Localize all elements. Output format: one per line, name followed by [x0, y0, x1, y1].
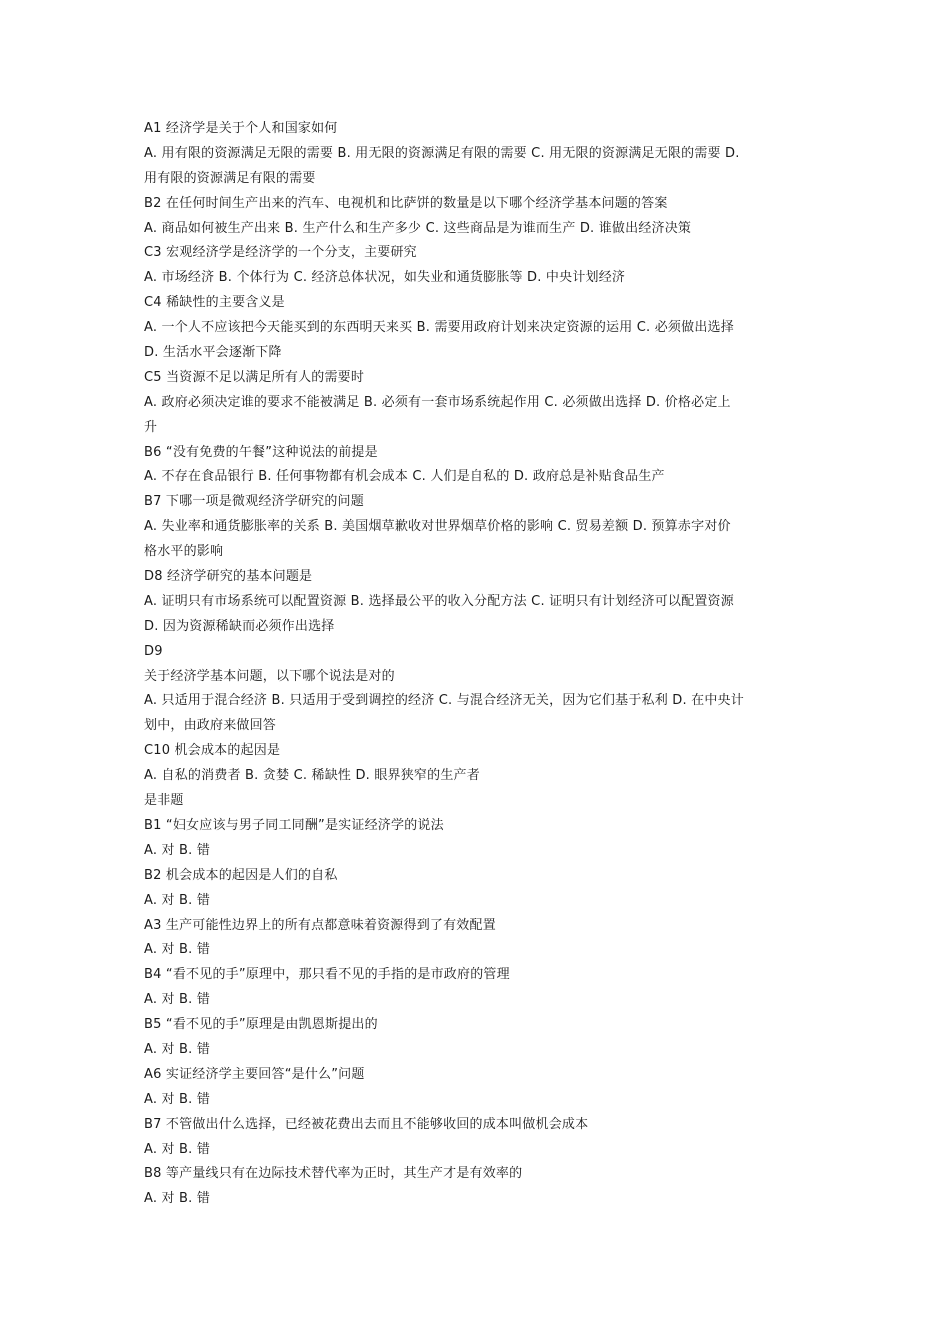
text-line: A. 对 B. 错 — [144, 1141, 211, 1157]
text-line: A. 对 B. 错 — [144, 942, 211, 958]
text-line: A. 商品如何被生产出来 B. 生产什么和生产多少 C. 这些商品是为谁而生产 D. 谁做出经济决策 — [144, 220, 692, 236]
text-line: A. 对 B. 错 — [144, 992, 211, 1008]
text-line: B1 “妇女应该与男子同工同酬”是实证经济学的说法 — [144, 817, 444, 833]
text-line: 划中，由政府来做回答 — [144, 718, 277, 734]
text-line: A3 生产可能性边界上的所有点都意味着资源得到了有效配置 — [144, 917, 496, 933]
text-line: A. 用有限的资源满足无限的需要 B. 用无限的资源满足有限的需要 C. 用无限的资源满足无限的需要 D. — [144, 145, 740, 161]
text-line: A. 市场经济 B. 个体行为 C. 经济总体状况，如失业和通货膨胀等 D. 中央计划经济 — [144, 270, 626, 286]
text-line: A. 对 B. 错 — [144, 842, 211, 858]
text-line: D. 生活水平会逐渐下降 — [144, 345, 282, 361]
text-line: A. 对 B. 错 — [144, 1091, 211, 1107]
text-line: C5 当资源不足以满足所有人的需要时 — [144, 369, 365, 385]
text-line: A. 对 B. 错 — [144, 1191, 211, 1207]
text-line: D9 — [144, 643, 163, 659]
text-line: A. 自私的消费者 B. 贪婪 C. 稀缺性 D. 眼界狭窄的生产者 — [144, 768, 480, 784]
text-line: B7 不管做出什么选择，已经被花费出去而且不能够收回的成本叫做机会成本 — [144, 1116, 589, 1132]
text-line: A. 不存在食品银行 B. 任何事物都有机会成本 C. 人们是自私的 D. 政府总是补贴食品生产 — [144, 469, 665, 485]
text-line: D. 因为资源稀缺而必须作出选择 — [144, 618, 335, 634]
text-line: B2 机会成本的起因是人们的自私 — [144, 867, 338, 883]
text-line: B2 在任何时间生产出来的汽车、电视机和比萨饼的数量是以下哪个经济学基本问题的答案 — [144, 195, 668, 211]
text-line: C3 宏观经济学是经济学的一个分支，主要研究 — [144, 245, 417, 261]
section-heading: 是非题 — [144, 793, 184, 809]
text-line: 关于经济学基本问题，以下哪个说法是对的 — [144, 668, 395, 684]
text-line: C4 稀缺性的主要含义是 — [144, 295, 285, 311]
text-line: B6 “没有免费的午餐”这种说法的前提是 — [144, 444, 378, 460]
document-page — [144, 117, 812, 1212]
text-line: A1 经济学是关于个人和国家如何 — [144, 121, 338, 136]
text-line: A. 对 B. 错 — [144, 1041, 211, 1057]
text-line: A. 政府必须决定谁的要求不能被满足 B. 必须有一套市场系统起作用 C. 必须做出选择 D. 价格必定上 — [144, 394, 731, 410]
text-line: A6 实证经济学主要回答“是什么”问题 — [144, 1066, 365, 1082]
text-line: 升 — [144, 419, 158, 435]
text-line: B8 等产量线只有在边际技术替代率为正时，其生产才是有效率的 — [144, 1166, 523, 1182]
text-line: A. 对 B. 错 — [144, 892, 211, 908]
text-line: B5 “看不见的手”原理是由凯恩斯提出的 — [144, 1017, 378, 1033]
text-line: D8 经济学研究的基本问题是 — [144, 569, 313, 585]
text-line: A. 一个人不应该把今天能买到的东西明天来买 B. 需要用政府计划来决定资源的运用 C. 必须做出选择 — [144, 320, 734, 336]
text-line: B7 下哪一项是微观经济学研究的问题 — [144, 494, 364, 510]
text-line: A. 只适用于混合经济 B. 只适用于受到调控的经济 C. 与混合经济无关，因为它们基于私利 D. 在中央计 — [144, 693, 744, 709]
text-line: A. 失业率和通货膨胀率的关系 B. 美国烟草歉收对世界烟草价格的影响 C. 贸易差额 D. 预算赤字对价 — [144, 519, 731, 535]
text-line: A. 证明只有市场系统可以配置资源 B. 选择最公平的收入分配方法 C. 证明只有计划经济可以配置资源 — [144, 593, 734, 609]
text-line: 用有限的资源满足有限的需要 — [144, 170, 316, 186]
text-line: B4 “看不见的手”原理中，那只看不见的手指的是市政府的管理 — [144, 967, 510, 983]
text-line: 格水平的影响 — [144, 544, 224, 560]
text-line: C10 机会成本的起因是 — [144, 743, 281, 759]
